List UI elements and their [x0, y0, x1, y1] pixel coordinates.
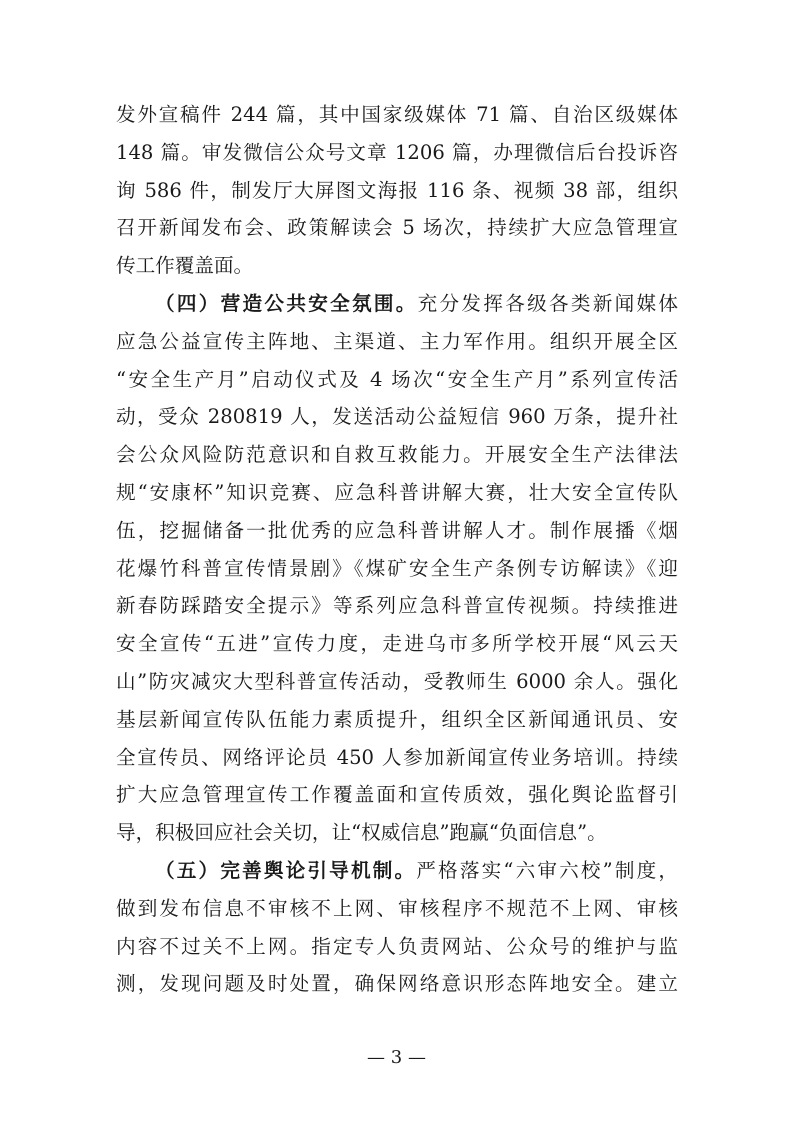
text-line: 伍，挖掘储备一批优秀的应急科普讲解人才。制作展播《烟	[116, 518, 678, 542]
text-line: 应急公益宣传主阵地、主渠道、主力军作用。组织开展全区	[116, 329, 678, 353]
section-4-first-line-text: 充分发挥各级各类新闻媒体	[417, 291, 679, 315]
text-line: 新春防踩踏安全提示》等系列应急科普宣传视频。持续推进	[116, 594, 678, 618]
section-5-first-line	[116, 852, 678, 890]
text-line: 询 586 件，制发厅大屏图文海报 116 条、视频 38 部，组织	[116, 178, 678, 202]
section-4-heading: （四）营造公共安全氛围。	[155, 291, 418, 315]
text-line: 动，受众 280819 人，发送活动公益短信 960 万条，提升社	[116, 405, 678, 429]
text-line: “安全生产月”启动仪式及 4 场次“安全生产月”系列宣传活	[116, 367, 678, 391]
page-number: — 3 —	[367, 1047, 426, 1068]
text-line: 基层新闻宣传队伍能力素质提升，组织全区新闻通讯员、安	[116, 707, 678, 731]
text-line: 花爆竹科普宣传情景剧》《煤矿安全生产条例专访解读》《迎	[116, 556, 678, 580]
text-line: 安全宣传“五进”宣传力度，走进乌市多所学校开展“风云天	[116, 632, 678, 656]
text-line: 发外宣稿件 244 篇，其中国家级媒体 71 篇、自治区级媒体	[116, 103, 678, 126]
text-line: 148 篇。审发微信公众号文章 1206 篇，办理微信后台投诉咨	[116, 140, 678, 164]
text-line: 传工作覆盖面。	[116, 254, 254, 278]
section-5-heading: （五）完善舆论引导机制。	[155, 858, 417, 882]
section-4-paragraph	[116, 285, 678, 852]
text-line: 全宣传员、网络评论员 450 人参加新闻宣传业务培训。持续	[116, 745, 678, 769]
text-line: 测，发现问题及时处置，确保网络意识形态阵地安全。建立	[116, 972, 678, 996]
text-line: 内容不过关不上网。指定专人负责网站、公众号的维护与监	[116, 934, 678, 958]
paragraph-publicity-stats	[116, 96, 678, 285]
text-line: 召开新闻发布会、政策解读会 5 场次，持续扩大应急管理宣	[116, 216, 678, 240]
text-line: 扩大应急管理宣传工作覆盖面和宣传质效，强化舆论监督引	[116, 783, 678, 807]
document-body	[116, 96, 678, 1003]
text-line: 做到发布信息不审核不上网、审核程序不规范不上网、审核	[116, 896, 678, 920]
section-5-first-line-text: 严格落实“六审六校”制度，	[416, 858, 678, 882]
text-line: 会公众风险防范意识和自救互救能力。开展安全生产法律法	[116, 443, 678, 467]
section-5-paragraph	[116, 852, 678, 1003]
section-4-first-line	[116, 285, 678, 323]
text-line: 导，积极回应社会关切，让“权威信息”跑赢“负面信息”。	[116, 821, 607, 845]
text-line: 规“安康杯”知识竞赛、应急科普讲解大赛，壮大安全宣传队	[116, 480, 678, 504]
text-line: 山”防灾减灾大型科普宣传活动，受教师生 6000 余人。强化	[116, 669, 678, 693]
